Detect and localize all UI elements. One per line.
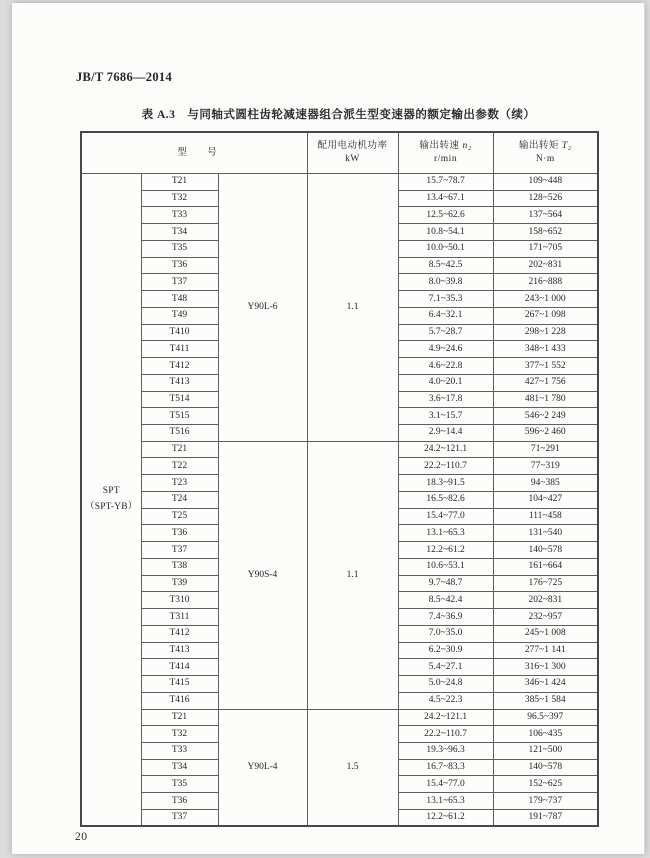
output-speed-cell: 13.1~65.3 xyxy=(398,525,493,542)
model-cell: T36 xyxy=(141,793,218,810)
output-torque-unit: N·m xyxy=(535,154,555,164)
table-row xyxy=(81,174,598,191)
output-speed-cell: 7.0~35.0 xyxy=(398,625,493,642)
model-cell: T36 xyxy=(141,257,218,274)
col-header-model: 型 号 xyxy=(81,132,307,174)
torque-symbol: T₂ xyxy=(561,141,572,152)
output-torque-cell: 121~500 xyxy=(493,742,598,759)
model-cell: T32 xyxy=(141,190,218,207)
motor-power-label: 配用电动机功率 xyxy=(317,141,388,152)
output-speed-cell: 19.3~96.3 xyxy=(398,742,493,759)
model-cell: T310 xyxy=(141,592,218,609)
output-torque-cell: 111~458 xyxy=(493,508,598,525)
motor-model-cell: Y90S-4 xyxy=(218,441,307,709)
output-torque-cell: 161~664 xyxy=(493,558,598,575)
output-speed-cell: 4.0~20.1 xyxy=(398,374,493,391)
output-speed-label: 输出转速 n₂ xyxy=(419,141,472,152)
output-speed-cell: 8.5~42.4 xyxy=(398,592,493,609)
model-cell: T21 xyxy=(141,441,218,458)
doc-number: JB/T 7686—2014 xyxy=(76,70,172,84)
model-cell: T21 xyxy=(141,174,218,191)
output-torque-cell: 96.5~397 xyxy=(493,709,598,726)
model-cell: T32 xyxy=(141,726,218,743)
series-label-line1: SPT xyxy=(102,486,120,497)
output-torque-cell: 245~1 008 xyxy=(493,625,598,642)
output-speed-cell: 4.9~24.6 xyxy=(398,341,493,358)
output-speed-cell: 22.2~110.7 xyxy=(398,726,493,743)
table-row xyxy=(81,441,598,458)
model-cell: T34 xyxy=(141,224,218,241)
output-torque-cell: 71~291 xyxy=(493,441,598,458)
model-cell: T34 xyxy=(141,759,218,776)
output-speed-cell: 13.1~65.3 xyxy=(398,793,493,810)
output-speed-cell: 22.2~110.7 xyxy=(398,458,493,475)
model-cell: T414 xyxy=(141,659,218,676)
model-cell: T35 xyxy=(141,240,218,257)
motor-power-cell: 1.1 xyxy=(307,441,398,709)
speed-symbol: n₂ xyxy=(462,141,472,152)
table-title: 表 A.3 与同轴式圆柱齿轮减速器组合派生型变速器的额定输出参数（续） xyxy=(141,109,536,121)
output-speed-cell: 13.4~67.1 xyxy=(398,190,493,207)
output-torque-cell: 104~427 xyxy=(493,491,598,508)
output-torque-cell: 158~652 xyxy=(493,224,598,241)
motor-power-unit: kW xyxy=(345,154,360,164)
output-torque-cell: 277~1 141 xyxy=(493,642,598,659)
output-speed-cell: 12.2~61.2 xyxy=(398,809,493,826)
output-torque-cell: 176~725 xyxy=(493,575,598,592)
output-speed-cell: 2.9~14.4 xyxy=(398,425,493,442)
output-torque-cell: 346~1 424 xyxy=(493,676,598,693)
model-cell: T515 xyxy=(141,408,218,425)
model-cell: T516 xyxy=(141,425,218,442)
output-speed-cell: 12.5~62.6 xyxy=(398,207,493,224)
series-label-cell xyxy=(81,174,141,827)
output-torque-cell: 109~448 xyxy=(493,174,598,191)
model-cell: T411 xyxy=(141,341,218,358)
output-torque-cell: 232~957 xyxy=(493,609,598,626)
model-cell: T33 xyxy=(141,742,218,759)
model-cell: T38 xyxy=(141,558,218,575)
table-container xyxy=(80,131,597,827)
output-speed-cell: 7.1~35.3 xyxy=(398,291,493,308)
model-cell: T37 xyxy=(141,809,218,826)
model-cell: T413 xyxy=(141,642,218,659)
output-torque-cell: 216~888 xyxy=(493,274,598,291)
motor-model-cell: Y90L-4 xyxy=(218,709,307,826)
page-number: 20 xyxy=(75,831,88,843)
model-cell: T25 xyxy=(141,508,218,525)
output-speed-cell: 7.4~36.9 xyxy=(398,609,493,626)
output-torque-cell: 481~1 780 xyxy=(493,391,598,408)
output-speed-cell: 15.4~77.0 xyxy=(398,508,493,525)
output-torque-cell: 131~540 xyxy=(493,525,598,542)
model-cell: T412 xyxy=(141,625,218,642)
table-row xyxy=(81,709,598,726)
output-torque-cell: 243~1 000 xyxy=(493,291,598,308)
output-speed-cell: 5.4~27.1 xyxy=(398,659,493,676)
output-torque-cell: 140~578 xyxy=(493,759,598,776)
output-speed-unit: r/min xyxy=(433,154,458,164)
output-torque-cell: 140~578 xyxy=(493,542,598,559)
output-speed-cell: 6.4~32.1 xyxy=(398,307,493,324)
output-speed-cell: 3.6~17.8 xyxy=(398,391,493,408)
model-cell: T24 xyxy=(141,491,218,508)
col-header-output-speed xyxy=(398,132,493,174)
output-speed-cell: 8.5~42.5 xyxy=(398,257,493,274)
output-speed-cell: 5.7~28.7 xyxy=(398,324,493,341)
model-cell: T413 xyxy=(141,374,218,391)
output-torque-cell: 106~435 xyxy=(493,726,598,743)
output-torque-cell: 298~1 228 xyxy=(493,324,598,341)
model-cell: T35 xyxy=(141,776,218,793)
output-speed-cell: 16.5~82.6 xyxy=(398,491,493,508)
document-page xyxy=(12,3,645,854)
output-torque-cell: 316~1 300 xyxy=(493,659,598,676)
series-label-line2: （SPT-YB） xyxy=(85,501,138,512)
model-cell: T36 xyxy=(141,525,218,542)
output-torque-cell: 77~319 xyxy=(493,458,598,475)
output-speed-cell: 9.7~48.7 xyxy=(398,575,493,592)
output-torque-cell: 202~831 xyxy=(493,257,598,274)
model-cell: T23 xyxy=(141,475,218,492)
model-cell: T48 xyxy=(141,291,218,308)
model-cell: T412 xyxy=(141,358,218,375)
motor-power-cell: 1.5 xyxy=(307,709,398,826)
output-torque-cell: 152~625 xyxy=(493,776,598,793)
output-torque-cell: 128~526 xyxy=(493,190,598,207)
model-cell: T21 xyxy=(141,709,218,726)
output-speed-cell: 18.3~91.5 xyxy=(398,475,493,492)
output-torque-cell: 385~1 584 xyxy=(493,692,598,709)
model-cell: T37 xyxy=(141,542,218,559)
motor-power-cell: 1.1 xyxy=(307,174,398,442)
output-torque-cell: 348~1 433 xyxy=(493,341,598,358)
output-torque-cell: 596~2 460 xyxy=(493,425,598,442)
output-speed-cell: 24.2~121.1 xyxy=(398,441,493,458)
output-speed-cell: 15.4~77.0 xyxy=(398,776,493,793)
output-torque-cell: 179~737 xyxy=(493,793,598,810)
output-torque-cell: 137~564 xyxy=(493,207,598,224)
model-cell: T37 xyxy=(141,274,218,291)
output-speed-cell: 8.0~39.8 xyxy=(398,274,493,291)
output-torque-cell: 377~1 552 xyxy=(493,358,598,375)
model-cell: T514 xyxy=(141,391,218,408)
model-cell: T33 xyxy=(141,207,218,224)
output-speed-cell: 24.2~121.1 xyxy=(398,709,493,726)
model-cell: T416 xyxy=(141,692,218,709)
header-row xyxy=(81,132,598,174)
output-torque-cell: 427~1 756 xyxy=(493,374,598,391)
output-torque-cell: 171~705 xyxy=(493,240,598,257)
model-cell: T22 xyxy=(141,458,218,475)
motor-model-cell: Y90L-6 xyxy=(218,174,307,442)
output-torque-label: 输出转矩 T₂ xyxy=(519,141,572,152)
rated-output-parameters-table xyxy=(80,131,599,827)
model-cell: T39 xyxy=(141,575,218,592)
model-cell: T410 xyxy=(141,324,218,341)
output-speed-cell: 4.5~22.3 xyxy=(398,692,493,709)
output-speed-cell: 16.7~83.3 xyxy=(398,759,493,776)
model-cell: T415 xyxy=(141,676,218,693)
col-header-output-torque xyxy=(493,132,598,174)
output-torque-cell: 191~787 xyxy=(493,809,598,826)
model-cell: T311 xyxy=(141,609,218,626)
output-torque-cell: 546~2 249 xyxy=(493,408,598,425)
output-speed-cell: 12.2~61.2 xyxy=(398,542,493,559)
output-speed-cell: 4.6~22.8 xyxy=(398,358,493,375)
col-header-motor-power xyxy=(307,132,398,174)
model-cell: T49 xyxy=(141,307,218,324)
output-torque-cell: 267~1 098 xyxy=(493,307,598,324)
output-speed-cell: 10.6~53.1 xyxy=(398,558,493,575)
output-speed-cell: 5.0~24.8 xyxy=(398,676,493,693)
output-speed-cell: 10.0~50.1 xyxy=(398,240,493,257)
output-speed-cell: 6.2~30.9 xyxy=(398,642,493,659)
output-speed-cell: 10.8~54.1 xyxy=(398,224,493,241)
output-speed-cell: 15.7~78.7 xyxy=(398,174,493,191)
output-torque-cell: 94~385 xyxy=(493,475,598,492)
output-torque-cell: 202~831 xyxy=(493,592,598,609)
output-speed-cell: 3.1~15.7 xyxy=(398,408,493,425)
